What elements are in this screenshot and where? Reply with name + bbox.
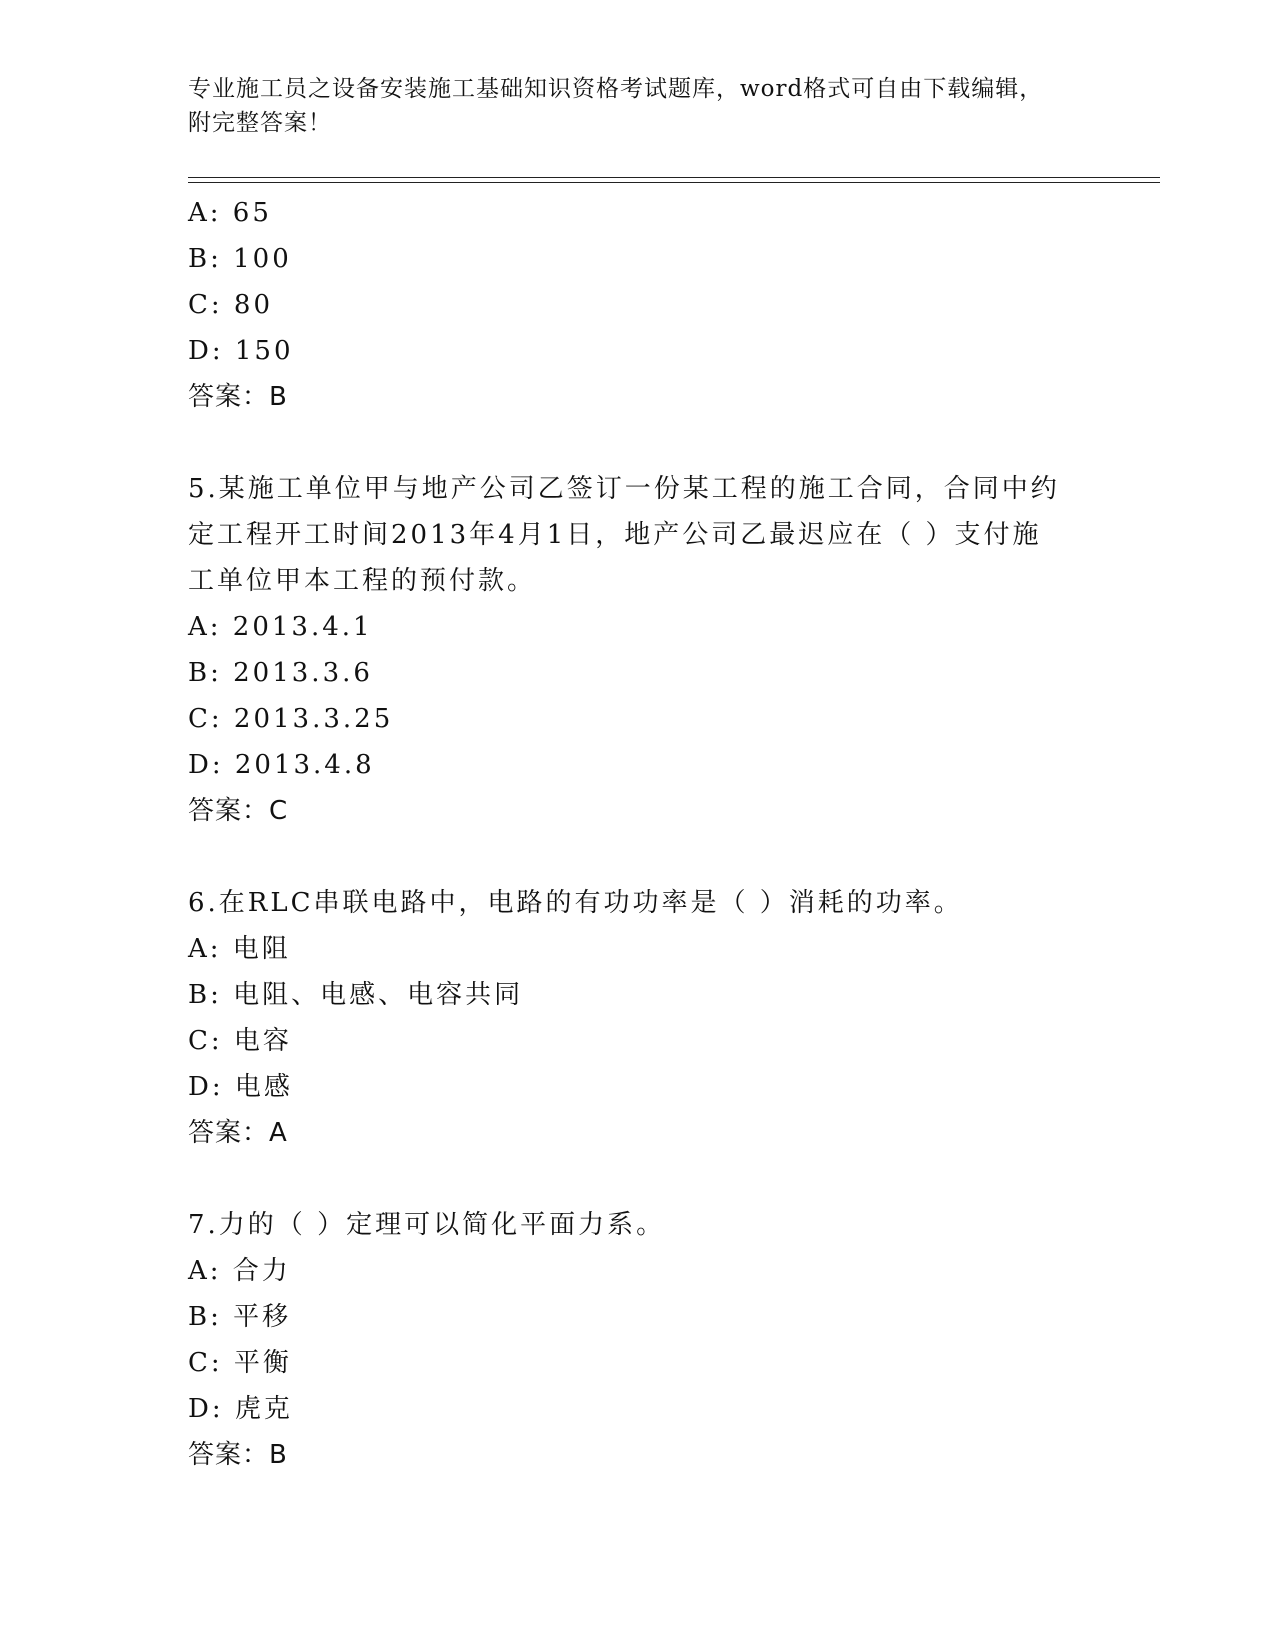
spacer [188, 1156, 1088, 1202]
option-b: B: 电阻、电感、电容共同 [188, 980, 524, 1010]
option-d: D: 150 [188, 336, 294, 366]
option-a: A: 65 [188, 198, 272, 228]
question-stem-line: 6.在RLC串联电路中，电路的有功功率是（ ）消耗的功率。 [188, 888, 963, 918]
option-d: D: 虎克 [188, 1394, 293, 1424]
option-c: C: 电容 [188, 1026, 292, 1056]
option-c: C: 2013.3.25 [188, 704, 394, 734]
question-7 [188, 1202, 1088, 1478]
answer-line: 答案：C [188, 796, 289, 826]
question-list [188, 190, 1088, 1478]
question-stem-line: 定工程开工时间2013年4月1日，地产公司乙最迟应在（ ）支付施 [188, 520, 1042, 550]
header-line-1: 专业施工员之设备安装施工基础知识资格考试题库，word格式可自由下载编辑， [188, 76, 1044, 102]
option-a: A: 电阻 [188, 934, 291, 964]
option-c: C: 80 [188, 290, 274, 320]
header-line-2: 附完整答案！ [188, 110, 332, 136]
question-stem-line: 工单位甲本工程的预付款。 [188, 566, 537, 596]
question-5 [188, 466, 1088, 834]
document-header [188, 72, 1088, 140]
spacer [188, 834, 1088, 880]
answer-line: 答案：B [188, 1440, 288, 1470]
question-6 [188, 880, 1088, 1156]
header-divider-bottom [188, 182, 1160, 183]
header-divider-top [188, 177, 1160, 178]
answer-line: 答案：B [188, 382, 288, 412]
spacer [188, 420, 1088, 466]
question-stem-line: 7.力的（ ）定理可以简化平面力系。 [188, 1210, 666, 1240]
option-a: A: 2013.4.1 [188, 612, 373, 642]
answer-line: 答案：A [188, 1118, 288, 1148]
option-b: B: 100 [188, 244, 292, 274]
option-b: B: 平移 [188, 1302, 292, 1332]
question-stem-line: 5.某施工单位甲与地产公司乙签订一份某工程的施工合同，合同中约 [188, 474, 1060, 504]
option-b: B: 2013.3.6 [188, 658, 373, 688]
option-d: D: 2013.4.8 [188, 750, 375, 780]
option-c: C: 平衡 [188, 1348, 292, 1378]
option-d: D: 电感 [188, 1072, 293, 1102]
question-4 [188, 190, 1088, 420]
option-a: A: 合力 [188, 1256, 291, 1286]
